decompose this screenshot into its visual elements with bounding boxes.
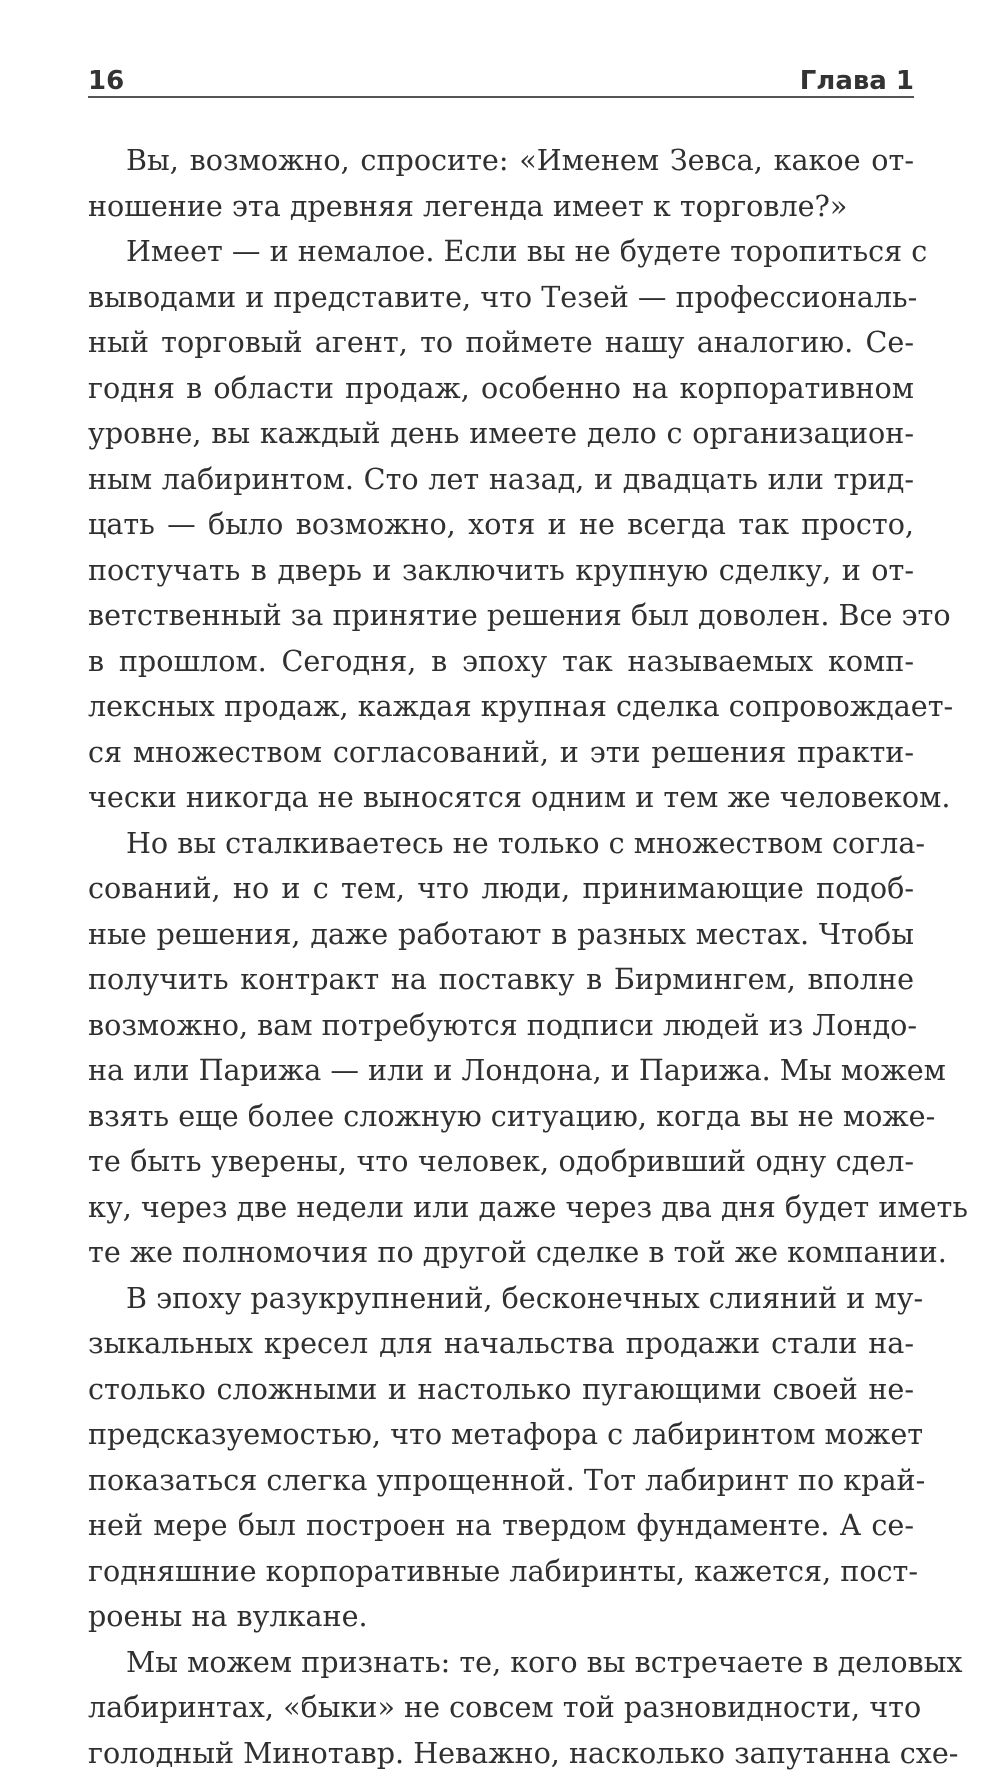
text-line: лексных продаж, каждая крупная сделка сопровождает- bbox=[88, 684, 914, 730]
text-line: на или Парижа — или и Лондона, и Парижа. Мы можем bbox=[88, 1048, 914, 1094]
page-number: 16 bbox=[88, 66, 124, 96]
text-line: чески никогда не выносятся одним и тем же человеком. bbox=[88, 775, 914, 821]
text-line: уровне, вы каждый день имеете дело с организацион- bbox=[88, 411, 914, 457]
text-line: Имеет — и немалое. Если вы не будете торопиться с bbox=[88, 229, 914, 275]
text-line: Но вы сталкиваетесь не только с множеством согла- bbox=[88, 821, 914, 867]
text-line: зыкальных кресел для начальства продажи стали на- bbox=[88, 1321, 914, 1367]
text-line: ный торговый агент, то поймете нашу аналогию. Се- bbox=[88, 320, 914, 366]
text-line: годняшние корпоративные лабиринты, кажется, пост- bbox=[88, 1549, 914, 1595]
text-line: ветственный за принятие решения был доволен. Все это bbox=[88, 593, 914, 639]
header-rule bbox=[88, 96, 914, 98]
text-line: В эпоху разукрупнений, бесконечных слияний и му- bbox=[88, 1276, 914, 1322]
text-line: ношение эта древняя легенда имеет к торговле?» bbox=[88, 184, 914, 230]
text-line: цать — было возможно, хотя и не всегда так просто, bbox=[88, 502, 914, 548]
text-line: ные решения, даже работают в разных местах. Чтобы bbox=[88, 912, 914, 958]
text-line: те же полномочия по другой сделке в той же компании. bbox=[88, 1230, 914, 1276]
text-line: Мы можем признать: те, кого вы встречаете в деловых bbox=[88, 1640, 914, 1686]
text-line: выводами и представите, что Тезей — профессиональ- bbox=[88, 275, 914, 321]
text-line: постучать в дверь и заключить крупную сделку, и от- bbox=[88, 548, 914, 594]
text-line: столько сложными и настолько пугающими своей не- bbox=[88, 1367, 914, 1413]
text-line: ней мере был построен на твердом фундаменте. А се- bbox=[88, 1503, 914, 1549]
text-line: роены на вулкане. bbox=[88, 1594, 914, 1640]
text-line: предсказуемостью, что метафора с лабиринтом может bbox=[88, 1412, 914, 1458]
text-line: ным лабиринтом. Сто лет назад, и двадцать или трид- bbox=[88, 457, 914, 503]
text-line: ся множеством согласований, и эти решения практи- bbox=[88, 730, 914, 776]
text-line: лабиринтах, «быки» не совсем той разновидности, что bbox=[88, 1685, 914, 1731]
body-text bbox=[88, 138, 914, 1776]
text-line: возможно, вам потребуются подписи людей из Лондо- bbox=[88, 1003, 914, 1049]
chapter-title: Глава 1 bbox=[800, 66, 914, 96]
text-line: взять еще более сложную ситуацию, когда вы не може- bbox=[88, 1094, 914, 1140]
text-line: годня в области продаж, особенно на корпоративном bbox=[88, 366, 914, 412]
text-line: сований, но и с тем, что люди, принимающие подоб- bbox=[88, 866, 914, 912]
running-head bbox=[88, 58, 914, 96]
text-line: голодный Минотавр. Неважно, насколько запутанна схе- bbox=[88, 1731, 914, 1776]
text-line: те быть уверены, что человек, одобривший одну сдел- bbox=[88, 1139, 914, 1185]
text-line: Вы, возможно, спросите: «Именем Зевса, какое от- bbox=[88, 138, 914, 184]
text-line: получить контракт на поставку в Бирмингем, вполне bbox=[88, 957, 914, 1003]
text-line: в прошлом. Сегодня, в эпоху так называемых комп- bbox=[88, 639, 914, 685]
text-line: показаться слегка упрощенной. Тот лабиринт по край- bbox=[88, 1458, 914, 1504]
text-line: ку, через две недели или даже через два дня будет иметь bbox=[88, 1185, 914, 1231]
